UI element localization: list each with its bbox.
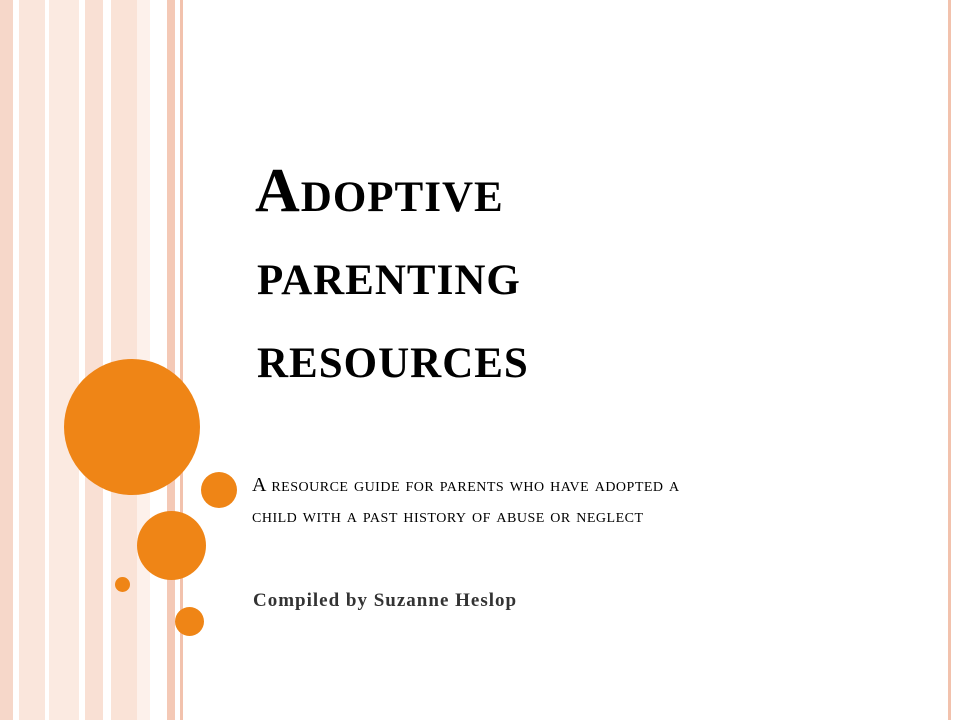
decorative-stripe bbox=[19, 0, 45, 720]
decorative-stripe bbox=[49, 0, 79, 720]
right-margin bbox=[951, 0, 960, 720]
slide-title bbox=[255, 150, 915, 399]
decorative-stripe bbox=[85, 0, 103, 720]
decorative-circle-small bbox=[201, 472, 237, 508]
decorative-stripe bbox=[150, 0, 167, 720]
decorative-circle-large bbox=[64, 359, 200, 495]
subtitle-line: A resource guide for parents who have adopted a bbox=[252, 474, 680, 496]
author-byline: Compiled by Suzanne Heslop bbox=[253, 590, 518, 611]
subtitle-line: child with a past history of abuse or neglect bbox=[252, 505, 644, 527]
title-line: resources bbox=[257, 323, 529, 391]
decorative-circle-medium bbox=[137, 511, 206, 580]
decorative-stripe bbox=[167, 0, 175, 720]
decorative-circle-small bbox=[175, 607, 204, 636]
decorative-stripe bbox=[103, 0, 111, 720]
title-line: Adoptive bbox=[255, 157, 504, 225]
decorative-stripe bbox=[0, 0, 13, 720]
slide-subtitle bbox=[252, 470, 912, 532]
decorative-circle-tiny bbox=[115, 577, 130, 592]
title-line: parenting bbox=[257, 240, 521, 308]
